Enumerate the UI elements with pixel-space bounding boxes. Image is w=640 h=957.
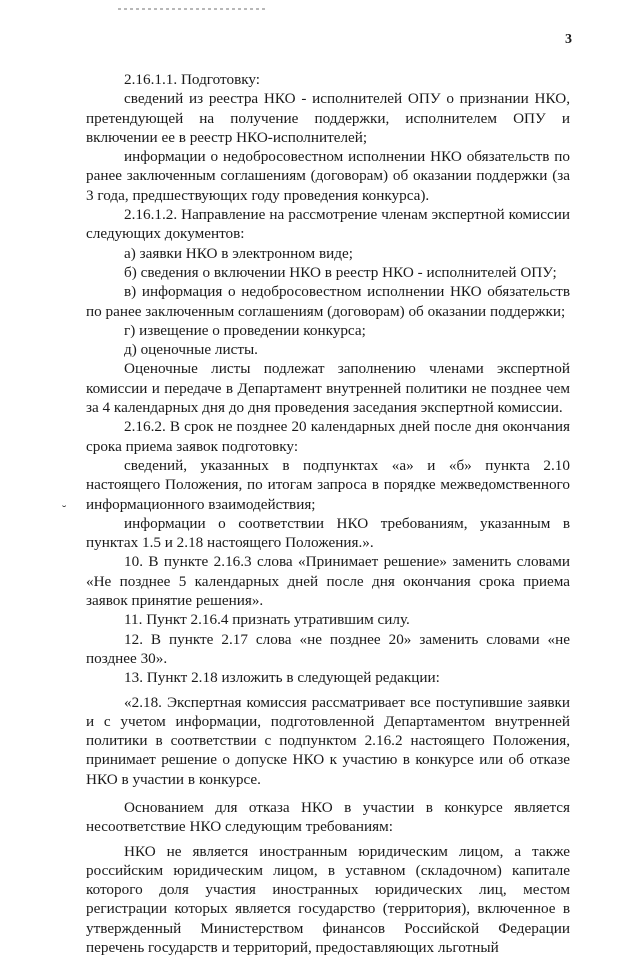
paragraph: а) заявки НКО в электронном виде;: [124, 244, 353, 262]
stray-mark: ˘: [62, 502, 67, 517]
scan-artifact: [118, 8, 268, 10]
paragraph: в) информация о недобросовестном исполнении НКО обязательств по ранее заключенным соглашениям (договорам) об оказании поддержки;: [86, 283, 570, 320]
paragraph: 2.16.1.2. Направление на рассмотрение членам экспертной комиссии следующих документов:: [86, 206, 570, 243]
paragraph: д) оценочные листы.: [124, 341, 258, 359]
paragraph: 2.16.2. В срок не позднее 20 календарных дней после дня окончания срока приема заявок подготовку:: [86, 418, 570, 455]
paragraph: 10. В пункте 2.16.3 слова «Принимает решение» заменить словами «Не позднее 5 календарных дней после дня окончания срока приема заявок принятие решения».: [86, 553, 570, 610]
paragraph: г) извещение о проведении конкурса;: [124, 321, 366, 339]
paragraph: 2.16.1.1. Подготовку:: [124, 71, 261, 88]
paragraph: 11. Пункт 2.16.4 признать утратившим силу.: [124, 611, 410, 629]
page-number: 3: [565, 32, 572, 47]
paragraph: информации о недобросовестном исполнении НКО обязательств по ранее заключенным соглашениям (договорам) об оказании поддержки (за 3 года, предшествующих году проведения конкурса).: [86, 148, 570, 204]
paragraph: 13. Пункт 2.18 изложить в следующей редакции:: [124, 669, 440, 687]
paragraph: сведений из реестра НКО - исполнителей ОПУ о признании НКО, претендующей на получение поддержки, исполнителем ОПУ и включении ее в реестр НКО-исполнителей;: [86, 90, 570, 146]
paragraph: «2.18. Экспертная комиссия рассматривает все поступившие заявки и с учетом информации, подготовленной Департаментом внутренней политики в соответствии с подпунктом 2.16.2 настоящего Положения, принимает решение о допуске НКО к участию в конкурсе или об отказе НКО в участии в конкурсе.: [86, 693, 570, 788]
document-body: [86, 70, 570, 957]
paragraph: Основанием для отказа НКО в участии в конкурсе является несоответствие НКО следующим требованиям:: [86, 798, 570, 836]
paragraph: Оценочные листы подлежат заполнению членами экспертной комиссии и передаче в Департамент внутренней политики не позднее чем за 4 календарных дня до дня проведения заседания экспертной комиссии.: [86, 360, 570, 417]
paragraph: сведений, указанных в подпунктах «а» и «б» пункта 2.10 настоящего Положения, по итогам запроса в порядке межведомственного информационного взаимодействия;: [86, 456, 570, 513]
paragraph: 12. В пункте 2.17 слова «не позднее 20» заменить словами «не позднее 30».: [86, 630, 570, 667]
paragraph: информации о соответствии НКО требованиям, указанным в пунктах 1.5 и 2.18 настоящего Положения.».: [86, 514, 570, 552]
paragraph: б) сведения о включении НКО в реестр НКО - исполнителей ОПУ;: [124, 263, 557, 281]
paragraph: НКО не является иностранным юридическим лицом, а также российским юридическим лицом, в уставном (складочном) капитале которого доля участия иностранных юридических лиц, местом регистрации которых является государство (территория), включенное в утвержденный Министерством финансов Российской Федерации перечень государств и территорий, предоставляющих льготный: [86, 842, 570, 957]
